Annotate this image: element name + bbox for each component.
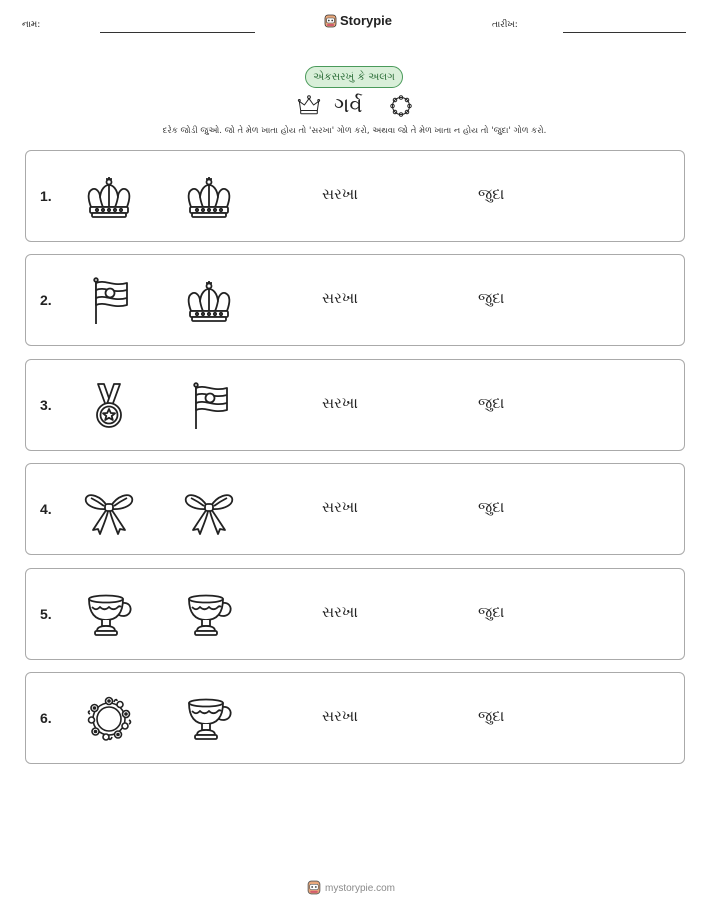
crown-icon [296,93,322,117]
different-option[interactable]: જુદા [478,289,505,308]
same-option[interactable]: સરખા [322,185,358,203]
same-option[interactable]: સરખા [322,706,358,725]
date-write-line[interactable] [563,32,686,33]
crown-icon [183,275,235,327]
flag-icon [83,275,135,327]
different-option[interactable]: જુદા [478,602,505,621]
trophy-cup-icon [83,589,135,641]
same-option[interactable]: સરખા [322,602,358,621]
trophy-cup-icon [183,589,235,641]
storypie-mascot-icon [324,14,337,28]
different-option[interactable]: જુદા [478,393,505,412]
different-option[interactable]: જુદા [478,185,505,203]
crown-icon [83,171,135,223]
date-label: તારીખ: [492,20,518,30]
pair-row [25,568,685,660]
row-number: 4. [40,501,52,518]
matching-rows [25,150,685,776]
row-number: 5. [40,605,52,622]
different-option[interactable]: જુદા [478,706,505,725]
bow-icon [83,484,135,536]
medal-icon [83,380,135,432]
same-option[interactable]: સરખા [322,289,358,308]
pair-row [25,150,685,242]
same-option[interactable]: સરખા [322,498,358,517]
name-label: નામ: [22,20,41,30]
name-write-line[interactable] [100,32,255,33]
different-option[interactable]: જુદા [478,498,505,517]
pair-row [25,463,685,555]
row-number: 1. [40,188,52,204]
pair-row [25,359,685,451]
row-number: 3. [40,396,52,413]
brand-name: Storypie [340,13,393,28]
bow-icon [183,484,235,536]
worksheet-title: ગર્વ [334,93,363,117]
wreath-icon [83,693,135,745]
same-option[interactable]: સરખા [322,393,358,412]
row-number: 6. [40,709,52,726]
trophy-cup-icon [183,693,235,745]
crown-icon [183,171,235,223]
footer-website[interactable]: mystorypie.com [325,883,396,894]
row-number: 2. [40,292,52,309]
flag-icon [183,380,235,432]
pair-row [25,254,685,346]
title-row [0,90,709,122]
brand-logo [324,13,392,28]
activity-type-badge: એકસરખું કે અલગ [305,66,403,88]
instruction-text: દરેક જોડી જુઓ. જો તે મેળ ખાતા હોય તો 'સરખા' ગોળ કરો, અથવા જો તે મેળ ખાતા ન હોય તો 'જુદા' ગોળ કરો. [162,126,547,136]
pair-row [25,672,685,764]
worksheet-header [0,0,709,40]
footer [0,880,709,900]
storypie-mascot-icon [307,880,321,895]
wreath-icon [388,93,414,119]
